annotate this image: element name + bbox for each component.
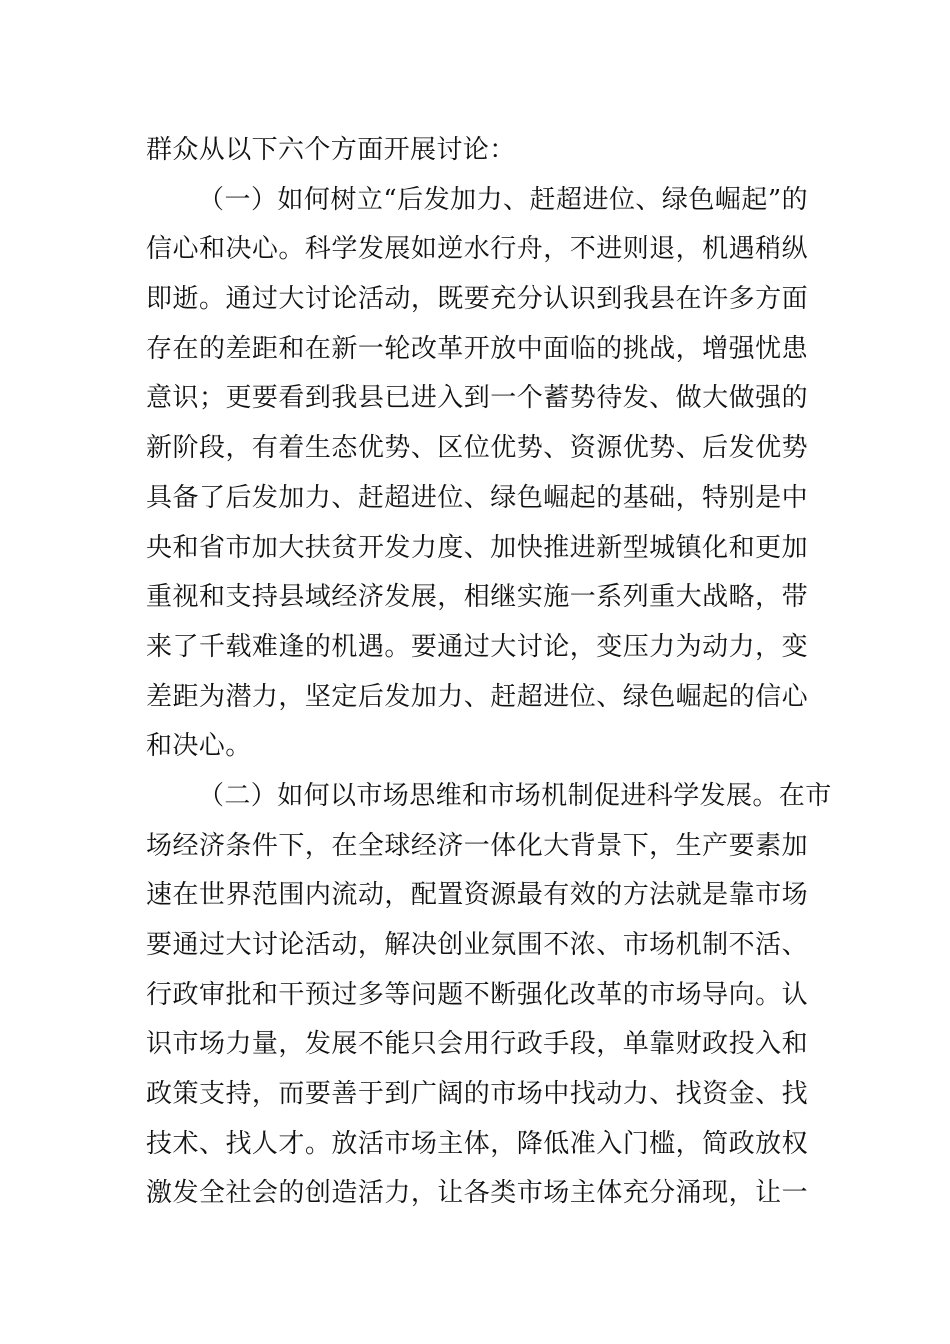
text-line: 技术、找人才。放活市场主体，降低准入门槛，简政放权 (146, 1128, 808, 1159)
text-line: 差距为潜力，坚定后发加力、赶超进位、绿色崛起的信心 (146, 681, 808, 712)
text-line: 群众从以下六个方面开展讨论： (146, 135, 516, 165)
text-line: 央和省市加大扶贫开发力度、加快推进新型城镇化和更加 (146, 532, 808, 563)
document-body (146, 126, 832, 1219)
text-line: 速在世界范围内流动，配置资源最有效的方法就是靠市场 (146, 880, 808, 911)
text-line: 激发全社会的创造活力，让各类市场主体充分涌现，让一 (146, 1178, 808, 1209)
text-line: 具备了后发加力、赶超进位、绿色崛起的基础，特别是中 (146, 482, 808, 513)
text-line: 政策支持，而要善于到广阔的市场中找动力、找资金、找 (146, 1079, 808, 1110)
text-line: 意识；更要看到我县已进入到一个蓄势待发、做大做强的 (146, 383, 808, 414)
text-line: 要通过大讨论活动，解决创业氛围不浓、市场机制不活、 (146, 930, 808, 960)
text-line: （二）如何以市场思维和市场机制促进科学发展。在市 (198, 780, 832, 811)
text-line: 重视和支持县域经济发展，相继实施一系列重大战略，带 (146, 582, 808, 613)
text-line: 存在的差距和在新一轮改革开放中面临的挑战，增强忧患 (146, 333, 808, 364)
text-line: 场经济条件下，在全球经济一体化大背景下，生产要素加 (146, 830, 808, 861)
text-line: 行政审批和干预过多等问题不断强化改革的市场导向。认 (146, 979, 808, 1010)
text-line: 识市场力量，发展不能只会用行政手段，单靠财政投入和 (146, 1029, 808, 1060)
text-line: 新阶段，有着生态优势、区位优势、资源优势、后发优势 (146, 433, 808, 464)
text-line: 即逝。通过大讨论活动，既要充分认识到我县在许多方面 (146, 284, 808, 315)
text-line: 信心和决心。科学发展如逆水行舟，不进则退，机遇稍纵 (146, 234, 808, 265)
text-line: 和决心。 (146, 731, 252, 762)
text-line: 来了千载难逢的机遇。要通过大讨论，变压力为动力，变 (146, 631, 808, 662)
text-line: （一）如何树立“后发加力、赶超进位、绿色崛起”的 (198, 184, 808, 215)
